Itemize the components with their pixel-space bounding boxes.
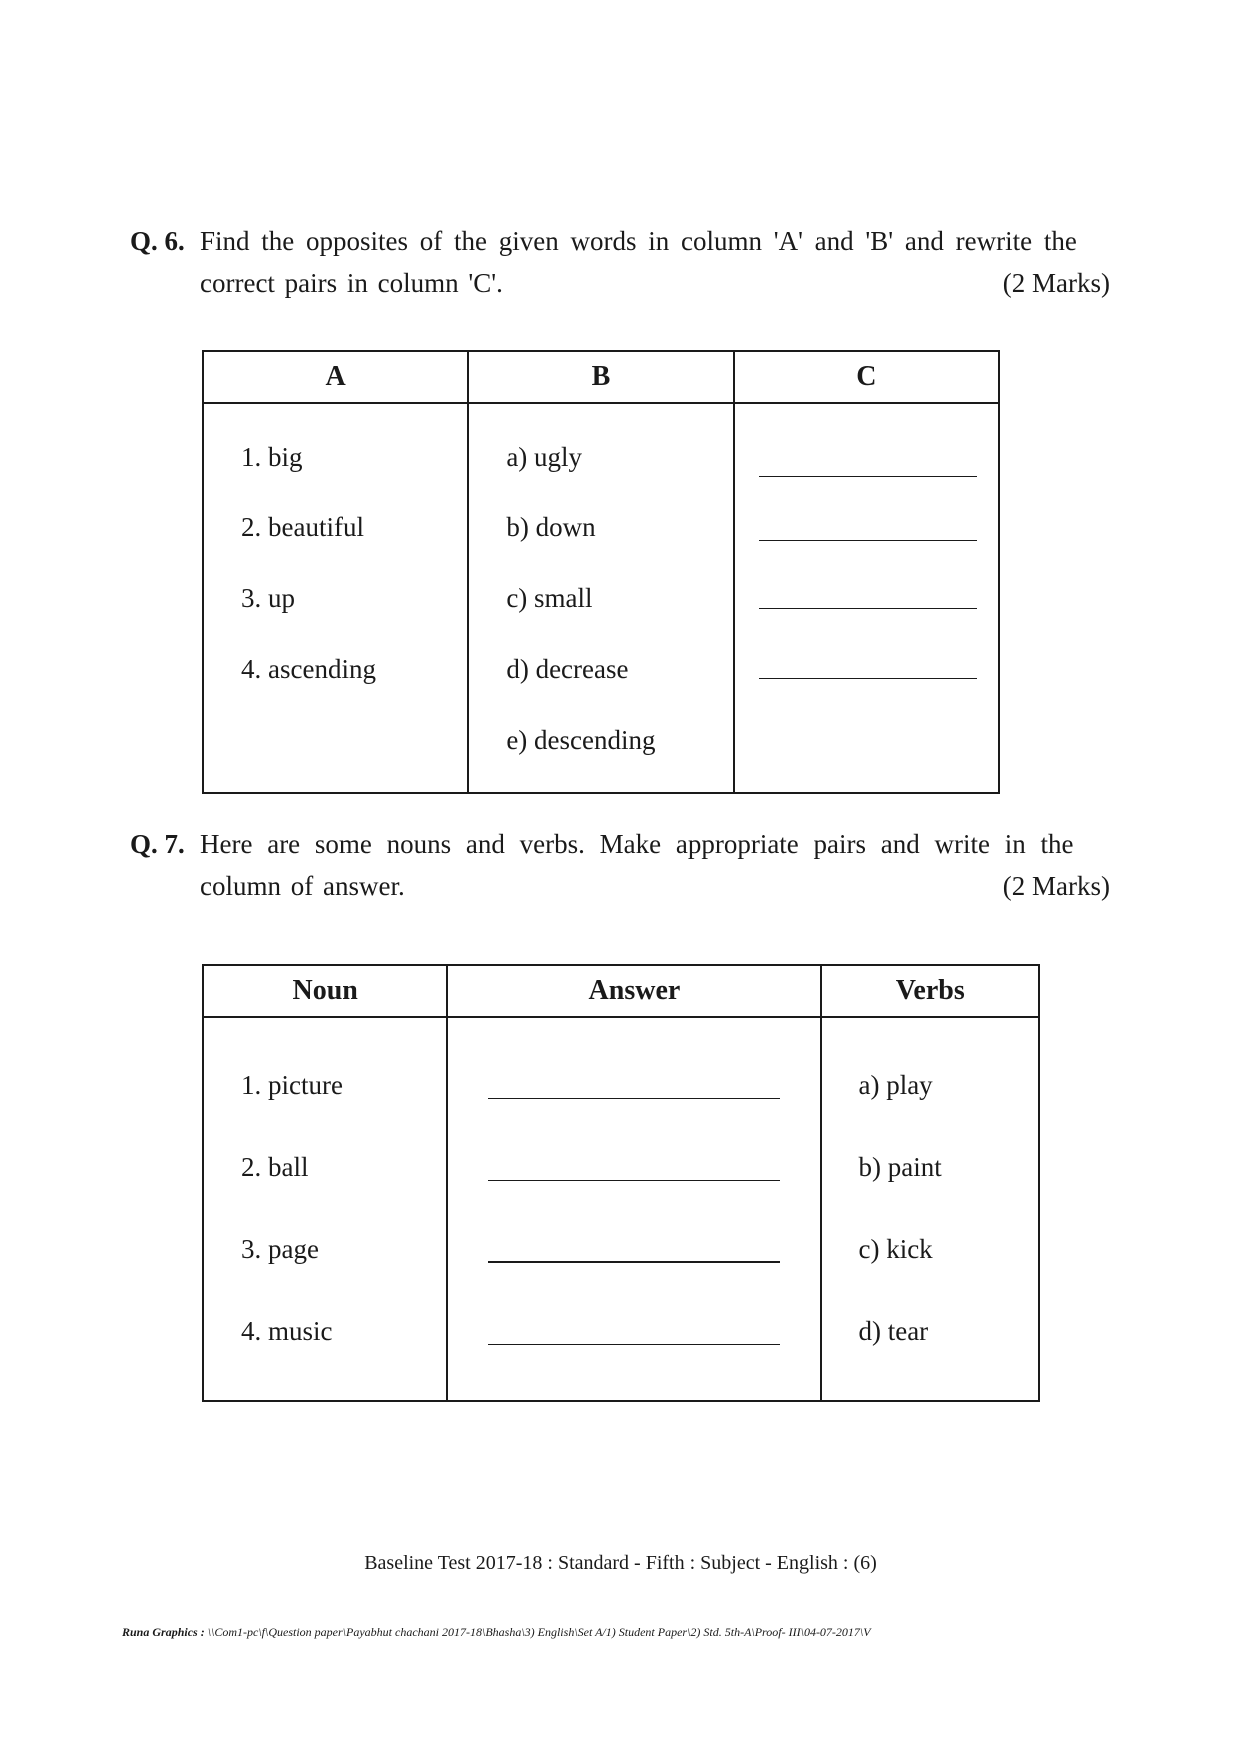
print-credit — [122, 1625, 871, 1640]
list-item: c) small — [506, 583, 593, 613]
answer-cell — [447, 1017, 821, 1401]
answer-blank-3[interactable] — [759, 608, 977, 609]
column-header-answer: Answer — [447, 965, 821, 1017]
list-item: 3. up — [241, 583, 295, 613]
marks-label: (2 Marks) — [1002, 871, 1110, 901]
answer-blank-2[interactable] — [759, 540, 977, 541]
list-item: e) descending — [506, 725, 656, 755]
list-item: b) down — [506, 512, 596, 542]
list-item: d) decrease — [506, 654, 629, 684]
marks-label: (2 Marks) — [1002, 268, 1110, 298]
question-text-line-1: Here are some nouns and verbs. Make appropriate pairs and write in the — [200, 829, 1074, 859]
page-footer: Baseline Test 2017-18 : Standard - Fifth : Subject - English : (6) — [364, 1552, 877, 1574]
question-text-line-1: Find the opposites of the given words in column 'A' and 'B' and rewrite the — [200, 226, 1077, 256]
noun-verb-table — [202, 964, 1040, 1402]
credit-label: Runa Graphics : — [122, 1625, 205, 1639]
column-header-a: A — [203, 351, 468, 403]
column-header-c: C — [734, 351, 999, 403]
column-a-cell — [203, 403, 468, 793]
list-item: 1. big — [241, 442, 303, 472]
verbs-cell — [821, 1017, 1039, 1401]
column-header-noun: Noun — [203, 965, 447, 1017]
list-item: c) kick — [858, 1234, 933, 1264]
list-item: 3. page — [241, 1234, 319, 1264]
list-item: 4. music — [241, 1316, 333, 1346]
list-item: a) ugly — [506, 442, 583, 472]
column-header-verbs: Verbs — [821, 965, 1039, 1017]
answer-blank-4[interactable] — [759, 678, 977, 679]
opposites-table — [202, 350, 1000, 794]
column-b-cell — [468, 403, 733, 793]
answer-blank-4[interactable] — [488, 1344, 780, 1345]
list-item: a) play — [858, 1070, 933, 1100]
column-header-b: B — [468, 351, 733, 403]
answer-blank-2[interactable] — [488, 1180, 780, 1181]
answer-blank-3[interactable] — [488, 1261, 780, 1263]
question-number: Q. 7. — [130, 829, 185, 859]
list-item: b) paint — [858, 1152, 942, 1182]
answer-blank-1[interactable] — [488, 1098, 780, 1099]
answer-blank-1[interactable] — [759, 476, 977, 477]
list-item: d) tear — [858, 1316, 929, 1346]
noun-cell — [203, 1017, 447, 1401]
list-item: 2. beautiful — [241, 512, 364, 542]
column-c-cell — [734, 403, 999, 793]
list-item: 4. ascending — [241, 654, 376, 684]
credit-path: \\Com1-pc\f\Question paper\Payabhut chachani 2017-18\Bhasha\3) English\Set A/1) Student Paper\2) Std. 5th-A\Proof- III\04-07-2017\V — [204, 1625, 871, 1639]
question-number: Q. 6. — [130, 226, 185, 256]
list-item: 1. picture — [241, 1070, 343, 1100]
question-text-line-2: column of answer. — [200, 871, 405, 901]
list-item: 2. ball — [241, 1152, 309, 1182]
question-text-line-2: correct pairs in column 'C'. — [200, 268, 503, 298]
